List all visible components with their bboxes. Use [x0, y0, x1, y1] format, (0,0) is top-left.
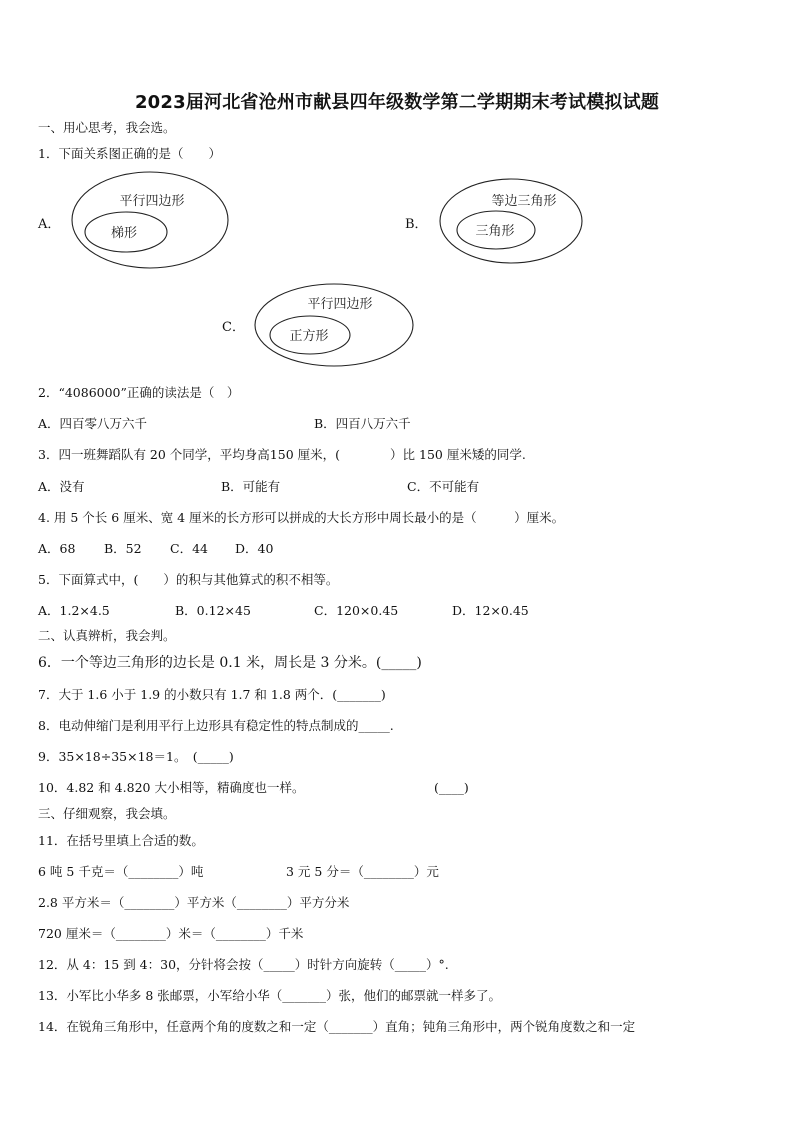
- question-1-text: 1．下面关系图正确的是（ ）: [38, 146, 221, 161]
- question-6-text: 6．一个等边三角形的边长是 0.1 米，周长是 3 分米。(_____): [38, 655, 422, 671]
- q4-option-c: C．44: [170, 541, 208, 556]
- venn-b-inner-label: 三角形: [475, 224, 515, 239]
- question-4-text: 4. 用 5 个长 6 厘米、宽 4 厘米的长方形可以拼成的大长方形中周长最小的是（ ）厘米。: [38, 510, 565, 525]
- q1-option-c-label: C．: [222, 320, 245, 335]
- question-5-text: 5．下面算式中，( ）的积与其他算式的积不相等。: [38, 572, 339, 587]
- venn-b-outer-label: 等边三角形: [491, 194, 557, 209]
- venn-a-outer-label: 平行四边形: [119, 194, 185, 209]
- q3-option-b: B．可能有: [221, 479, 281, 494]
- section-heading-3: 三、仔细观察，我会填。: [38, 806, 176, 821]
- question-11-text: 11．在括号里填上合适的数。: [38, 833, 204, 848]
- venn-a-outer-ellipse: [72, 172, 228, 268]
- question-3-text: 3．四一班舞蹈队有 20 个同学，平均身高150 厘米，( ）比 150 厘米矮的同学.: [38, 447, 526, 462]
- venn-diagram-a: [70, 170, 230, 270]
- q5-option-a: A．1.2×4.5: [38, 603, 110, 618]
- q11-row-3: 720 厘米＝（________）米＝（________）千米: [38, 926, 304, 941]
- q11-row-1-b: 3 元 5 分＝（________）元: [286, 864, 439, 879]
- question-10-text: 10．4.82 和 4.820 大小相等，精确度也一样。: [38, 780, 305, 795]
- venn-diagram-b: [438, 178, 584, 268]
- q1-option-a-label: A．: [38, 217, 61, 232]
- question-2-text: 2．“4086000”正确的读法是（ ）: [38, 385, 240, 400]
- question-13-text: 13．小军比小华多 8 张邮票，小军给小华（_______）张，他们的邮票就一样多了。: [38, 988, 502, 1003]
- section-heading-2: 二、认真辨析，我会判。: [38, 628, 176, 643]
- q1-option-b-label: B．: [405, 217, 428, 232]
- venn-c-inner-label: 正方形: [289, 329, 329, 344]
- question-12-text: 12．从 4：15 到 4：30，分针将会按（_____）时针方向旋转（_____）°.: [38, 957, 449, 972]
- question-14-text: 14．在锐角三角形中，任意两个角的度数之和一定（_______）直角；钝角三角形中，两个锐角度数之和一定: [38, 1019, 636, 1034]
- q5-option-b: B．0.12×45: [175, 603, 251, 618]
- venn-c-outer-label: 平行四边形: [307, 297, 373, 312]
- q3-option-c: C．不可能有: [407, 479, 480, 494]
- q4-option-b: B．52: [104, 541, 142, 556]
- q2-option-b: B．四百八万六千: [314, 416, 411, 431]
- q5-option-d: D．12×0.45: [452, 603, 529, 618]
- question-7-text: 7．大于 1.6 小于 1.9 的小数只有 1.7 和 1.8 两个．(_______): [38, 687, 386, 702]
- q11-row-1-a: 6 吨 5 千克＝（________）吨: [38, 864, 204, 879]
- q4-option-d: D．40: [235, 541, 274, 556]
- question-8-text: 8．电动伸缩门是利用平行上边形具有稳定性的特点制成的_____.: [38, 718, 394, 733]
- q11-row-2: 2.8 平方米＝（________）平方米（________）平方分米: [38, 895, 350, 910]
- q3-option-a: A．没有: [38, 479, 85, 494]
- q2-option-a: A．四百零八万六千: [38, 416, 148, 431]
- q4-option-a: A．68: [38, 541, 76, 556]
- venn-a-inner-label: 梯形: [110, 226, 138, 241]
- question-9-text: 9．35×18÷35×18＝1。 (_____): [38, 749, 234, 764]
- page-title: 2023届河北省沧州市献县四年级数学第二学期期末考试模拟试题: [134, 92, 660, 113]
- venn-diagram-c: [253, 283, 415, 369]
- section-heading-1: 一、用心思考，我会选。: [38, 120, 176, 135]
- q5-option-c: C．120×0.45: [314, 603, 399, 618]
- question-10-blank: (____): [434, 780, 469, 795]
